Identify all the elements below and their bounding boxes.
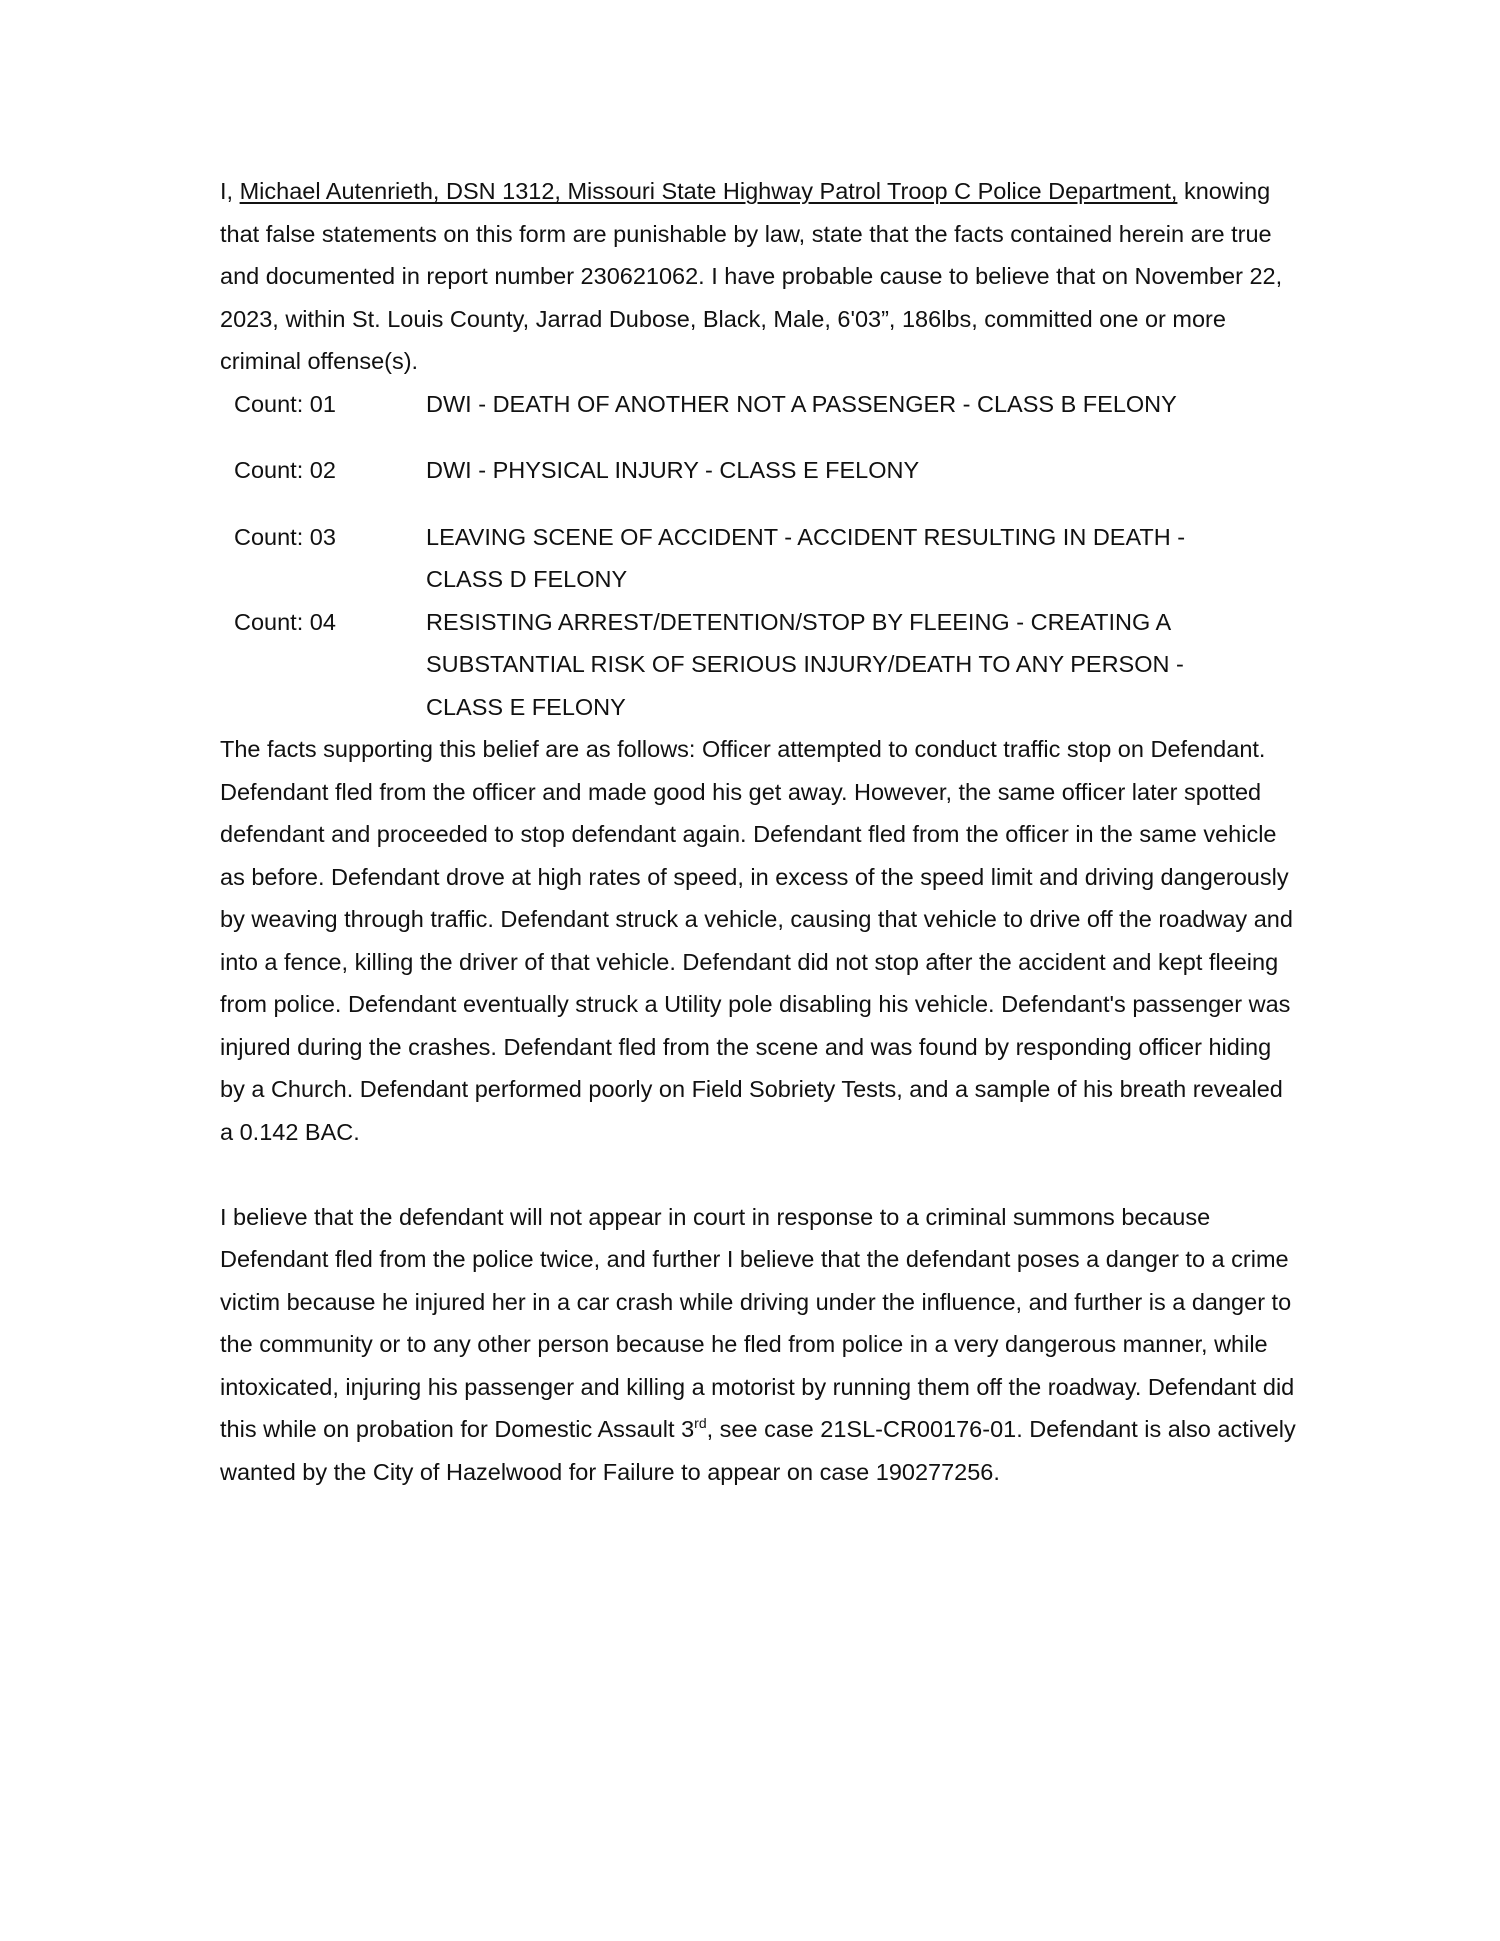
ordinal-superscript: rd [694,1415,707,1432]
intro-paragraph [220,170,1300,383]
count-description: RESISTING ARREST/DETENTION/STOP BY FLEEING - CREATING A SUBSTANTIAL RISK OF SERIOUS INJURY/DEATH TO ANY PERSON - CLASS E FELONY [426,608,1184,720]
counts-list [220,383,1300,729]
belief-text-continued: , see case 21SL-CR00176-01. Defendant is also actively wanted by the City of Hazelwood for Failure to appear on case 190277256. [220,1416,1296,1485]
intro-statement: knowing that false statements on this form are punishable by law, state that the facts contained herein are true and documented in report number 230621062. I have probable cause to believe that on November 22, 2023, within St. Louis County, Jarrad Dubose, Black, Male, 6'03”, 186lbs, committed one or more criminal offense(s). [220,178,1283,374]
count-label: Count: 04 [234,608,336,635]
document-body [220,170,1300,1493]
facts-paragraph: The facts supporting this belief are as follows: Officer attempted to conduct traffic stop on Defendant. Defendant fled from the officer and made good his get away. However, the same officer later spotted defendant and proceeded to stop defendant again. Defendant fled from the officer in the same vehicle as before. Defendant drove at high rates of speed, in excess of the speed limit and driving dangerously by weaving through traffic. Defendant struck a vehicle, causing that vehicle to drive off the roadway and into a fence, killing the driver of that vehicle. Defendant did not stop after the accident and kept fleeing from police. Defendant eventually struck a Utility pole disabling his vehicle. Defendant's passenger was injured during the crashes. Defendant fled from the scene and was found by responding officer hiding by a Church. Defendant performed poorly on Field Sobriety Tests, and a sample of his breath revealed a 0.142 BAC. [220,736,1293,1145]
count-label: Count: 01 [234,390,336,417]
count-description: LEAVING SCENE OF ACCIDENT - ACCIDENT RESULTING IN DEATH - CLASS D FELONY [426,523,1186,592]
count-row [220,601,1300,729]
belief-paragraph [220,1196,1300,1494]
paragraph-spacer [220,1153,1300,1196]
count-description: DWI - DEATH OF ANOTHER NOT A PASSENGER - CLASS B FELONY [426,390,1177,417]
intro-prefix: I, [220,178,240,204]
officer-identity: Michael Autenrieth, DSN 1312, Missouri State Highway Patrol Troop C Police Department, [239,178,1178,204]
count-row [220,449,1300,492]
count-description: DWI - PHYSICAL INJURY - CLASS E FELONY [426,457,920,483]
count-row [220,516,1300,601]
belief-text: I believe that the defendant will not appear in court in response to a criminal summons because Defendant fled from the police twice, and further I believe that the defendant poses a danger to a crime victim because he injured her in a car crash while driving under the influence, and further is a danger to the community or to any other person because he fled from police in a very dangerous manner, while intoxicated, injuring his passenger and killing a motorist by running them off the roadway. Defendant did this while on probation for Domestic Assault 3 [220,1203,1295,1442]
count-label: Count: 02 [234,457,336,483]
count-row [220,383,1300,426]
count-label: Count: 03 [234,523,336,550]
